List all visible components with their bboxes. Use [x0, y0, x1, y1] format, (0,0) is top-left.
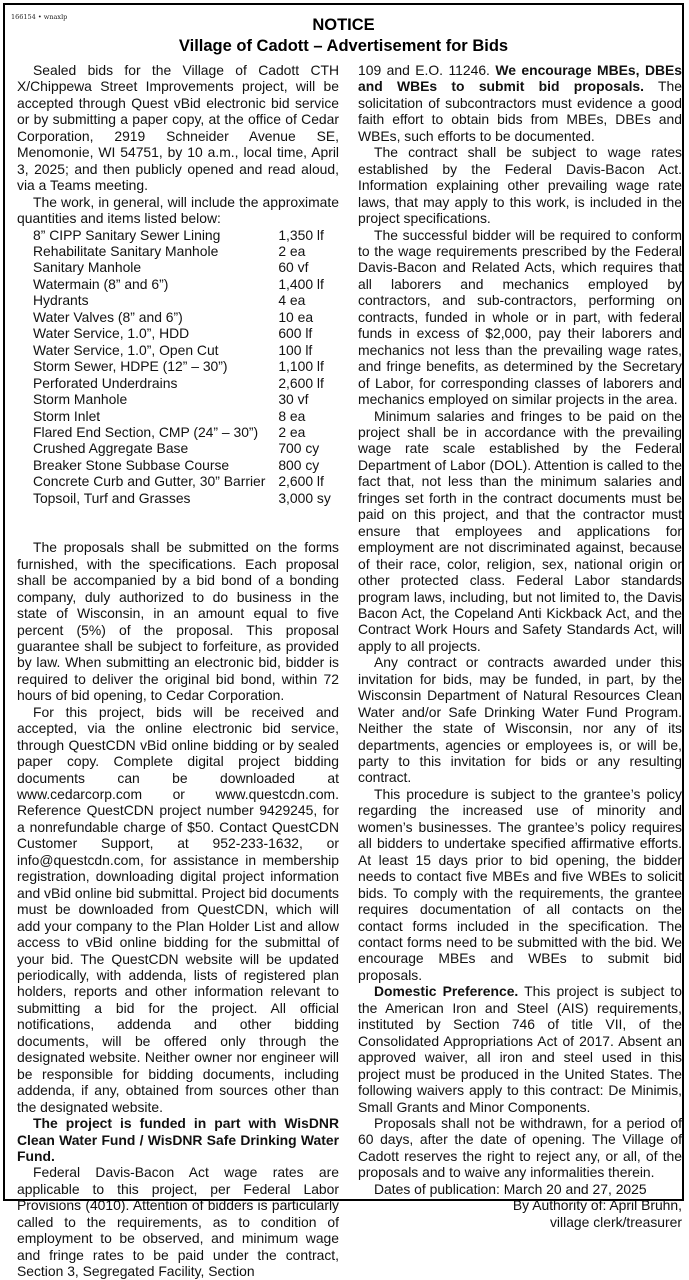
authority-line: By Authority of: April Bruhn,: [512, 1197, 682, 1214]
item-row: [33, 473, 333, 489]
item-quantity: 800 cy: [278, 456, 320, 473]
notice-title: NOTICE: [312, 16, 375, 34]
item-row: [33, 243, 333, 259]
item-name: Storm Sewer, HDPE (12” – 30”): [33, 358, 228, 375]
item-quantity: 100 lf: [278, 341, 313, 358]
item-row: [33, 227, 333, 243]
authority-title: village clerk/treasurer: [549, 1213, 682, 1230]
items-table: [33, 227, 333, 507]
item-row: [33, 424, 333, 440]
item-quantity: 4 ea: [278, 292, 306, 309]
item-row: [33, 325, 333, 341]
left-column: [17, 62, 339, 1280]
domestic-preference-text: This project is subject to the American Iron and Steel (AIS) requirements, instituted by Section 746 of title VII, of the Consolidated Appropriations Act of 2017. Absent an approved waiver, all iron and steel used in this project must be produced in the United States. The following waivers apply to this contract: De Minimis, Small Grants and Minor Components.: [358, 983, 683, 1115]
item-quantity: 10 ea: [278, 308, 314, 325]
paragraph-proposals: The proposals shall be submitted on the forms furnished, with the specifications. Each proposal shall be accompanied by a bid bond of a bonding company, duly authorized to do business in the state of Wisconsin, in an amount equal to five percent (5%) of the proposal. This proposal guarantee shall be subject to forfeiture, as provided by law. When submitting an electronic bid, bidder is required to deliver the original bid bond, within 72 hours of bid opening, to Cedar Corporation.: [17, 539, 339, 704]
eo-text: 109 and E.O. 11246.: [358, 62, 496, 78]
item-name: Breaker Stone Subbase Course: [33, 456, 230, 473]
item-name: Storm Inlet: [33, 407, 101, 424]
domestic-preference-heading: Domestic Preference.: [374, 983, 519, 1000]
item-name: Rehabilitate Sanitary Manhole: [33, 242, 219, 259]
notice-subtitle: Village of Cadott – Advertisement for Bids: [178, 37, 509, 55]
paragraph-davis-bacon: The contract shall be subject to wage rates established by the Federal Davis-Bacon Act. Information explaining other prevailing wage rate laws, that may apply to this work, is included in the project specifications.: [358, 144, 682, 227]
mbe-encouragement: We encourage MBEs, DBEs and WBEs to submit bid proposals.: [358, 62, 682, 95]
item-quantity: 1,350 lf: [278, 226, 324, 243]
item-row: [33, 358, 333, 374]
publication-dates: Dates of publication: March 20 and 27, 2025: [374, 1180, 647, 1197]
notice-id-tag: 166154 • wnaxlp: [11, 13, 68, 21]
item-quantity: 1,100 lf: [278, 358, 324, 375]
item-name: Storm Manhole: [33, 391, 128, 408]
item-name: Crushed Aggregate Base: [33, 440, 189, 457]
item-name: Hydrants: [33, 292, 89, 309]
paragraph-wage-rates: Federal Davis-Bacon Act wage rates are applicable to this project, per Federal Labor Provisions (4010). Attention of bidders is particularly called to the requirements, as to condition of employment to be observed, and minimum wage and fringe rates to be paid under the contract, Section 3, Segregated Facility, Section: [17, 1164, 339, 1280]
item-quantity: 3,000 sy: [278, 489, 331, 506]
item-name: Watermain (8” and 6”): [33, 275, 169, 292]
paragraph-funding-dnr: Any contract or contracts awarded under this invitation for bids, may be funded, in part, by the Wisconsin Department of Natural Resources Clean Water and/or Safe Drinking Water Fund Program. Neither the state of Wisconsin, nor any of its departments, agencies or employees is, or will be, party to this invitation for bids or any resulting contract.: [358, 654, 682, 786]
item-quantity: 30 vf: [278, 391, 309, 408]
eo-text-end: The solicitation of subcontractors must evidence a good faith effort to obtain bids from MBEs, DBEs and WBEs, such efforts to be documented.: [358, 78, 682, 144]
paragraph-grantee-policy: This procedure is subject to the grantee’s policy regarding the increased use of minority and women’s businesses. The grantee’s policy requires all bidders to undertake specified affirmative efforts. At least 15 days prior to bid opening, the bidder needs to contact five MBEs and five WBEs to solicit bids. To comply with the requirements, the grantee requires documentation of all contacts on the contact forms included in the specification. The contact forms need to be submitted with the bid. We encourage MBEs and WBEs to submit bid proposals.: [358, 785, 682, 983]
right-column: [358, 62, 682, 1230]
item-name: Concrete Curb and Gutter, 30” Barrier: [33, 473, 266, 490]
item-row: [33, 375, 333, 391]
item-quantity: 2 ea: [278, 423, 306, 440]
item-name: Topsoil, Turf and Grasses: [33, 489, 191, 506]
item-name: Water Valves (8” and 6”): [33, 308, 183, 325]
spacer: [17, 506, 339, 539]
item-row: [33, 457, 333, 473]
item-row: [33, 440, 333, 456]
item-quantity: 1,400 lf: [278, 275, 324, 292]
item-quantity: 2,600 lf: [278, 374, 324, 391]
item-name: Sanitary Manhole: [33, 259, 142, 276]
item-row: [33, 309, 333, 325]
item-quantity: 2 ea: [278, 242, 306, 259]
item-row: [33, 276, 333, 292]
item-quantity: 8 ea: [278, 407, 306, 424]
item-quantity: 600 lf: [278, 325, 313, 342]
item-quantity: 60 vf: [278, 259, 309, 276]
legal-notice-frame: [3, 3, 684, 1280]
paragraph-funding: The project is funded in part with WisDNR Clean Water Fund / WisDNR Safe Drinking Water Fund.: [17, 1115, 339, 1164]
paragraph-withdrawal: Proposals shall not be withdrawn, for a period of 60 days, after the date of opening. The Village of Cadott reserves the right to reject any, or all, of the proposals and to waive any informalities therein.: [358, 1115, 682, 1181]
paragraph-minimum-salaries: Minimum salaries and fringes to be paid on the project shall be in accordance with the prevailing wage rate scale established by the Federal Department of Labor (DOL). Attention is called to the fact that, not less than the minimum salaries and fringes set forth in the contract documents must be paid on this project, and that the contractor must ensure that employees and applications for employment are not discriminated against, because of their race, color, religion, sex, national origin or other protected class. Federal Labor standards program laws, including, but not limited to, the Davis Bacon Act, the Copeland Anti Kickback Act, and the Contract Work Hours and Safety Standards Act, will apply to all projects.: [358, 407, 682, 654]
item-row: [33, 259, 333, 275]
item-quantity: 2,600 lf: [278, 473, 324, 490]
paragraph-successful-bidder: The successful bidder will be required to conform to the wage requirements prescribed by the Federal Davis-Bacon and Related Acts, which requires that all laborers and mechanics employed by contractors, and sub-contractors, performing on contracts, funded in whole or in part, with federal funds in excess of $2,000, pay their laborers and mechanics not less than the prevailing wage rates, and fringe benefits, as determined by the Secretary of Labor, for corresponding classes of laborers and mechanics employed on similar projects in the area.: [358, 226, 682, 408]
item-name: 8” CIPP Sanitary Sewer Lining: [33, 226, 221, 243]
item-name: Water Service, 1.0”, Open Cut: [33, 341, 219, 358]
item-row: [33, 292, 333, 308]
item-name: Water Service, 1.0”, HDD: [33, 325, 190, 342]
item-name: Flared End Section, CMP (24” – 30”): [33, 423, 259, 440]
paragraph-intro: Sealed bids for the Village of Cadott CTH X/Chippewa Street Improvements project, will be accepted through Quest vBid electronic bid service or by submitting a paper copy, at the office of Cedar Corporation, 2919 Schneider Avenue SE, Menomonie, WI 54751, by 10 a.m., local time, April 3, 2025; and then publicly opened and read aloud, via a Teams meeting.: [17, 62, 339, 194]
item-row: [33, 391, 333, 407]
item-row: [33, 342, 333, 358]
paragraph-work: The work, in general, will include the approximate quantities and items listed below:: [17, 193, 339, 227]
item-name: Perforated Underdrains: [33, 374, 178, 391]
item-quantity: 700 cy: [278, 440, 320, 457]
paragraph-bidding: For this project, bids will be received and accepted, via the online electronic bid service, through QuestCDN vBid online bidding or by sealed paper copy. Complete digital project bidding documents can be downloaded at www.cedarcorp.com or www.questcdn.com. Reference QuestCDN project number 9429245, for a nonrefundable charge of $50. Contact QuestCDN Customer Support, at 952-233-1632, or info@questcdn.com, for assistance in membership registration, downloading digital project information and vBid online bid submittal. Project bid documents must be downloaded from QuestCDN, which will add your company to the Plan Holder List and allow access to vBid online bidding for the submittal of your bid. The QuestCDN website will be updated periodically, with addenda, lists of registered plan holders, reports and other information relevant to submitting a bid for the project. All official notifications, addenda and other bidding documents, will be offered only through the designated website. Neither owner nor engineer will be responsible for bidding documents, including addenda, if any, obtained from sources other than the designated website.: [17, 703, 339, 1115]
paragraph-domestic-preference: [358, 983, 682, 1115]
item-row: [33, 490, 333, 506]
paragraph-eo: [358, 62, 682, 144]
item-row: [33, 408, 333, 424]
